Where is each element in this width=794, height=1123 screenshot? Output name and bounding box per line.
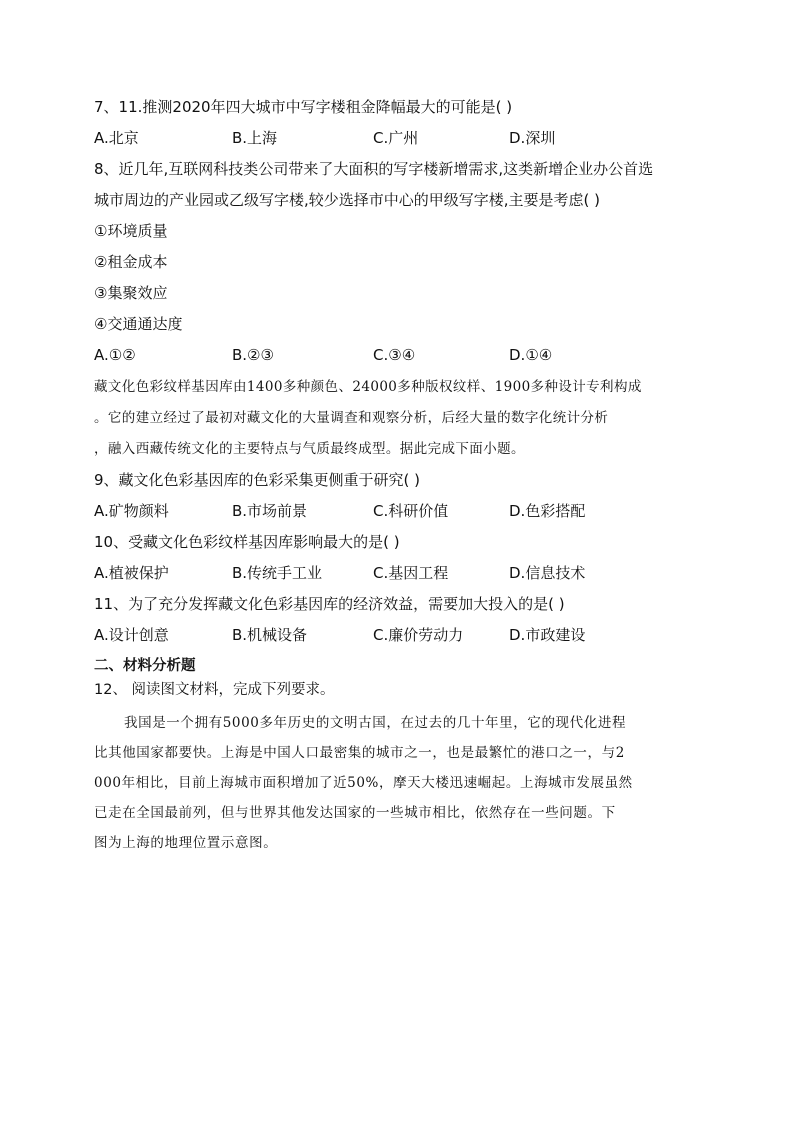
q9-option-b: B.市场前景 <box>232 502 308 520</box>
q9-option-d: D.色彩搭配 <box>509 502 586 520</box>
q10-option-b: B.传统手工业 <box>232 564 323 582</box>
q11-option-a: A.设计创意 <box>94 626 169 644</box>
q8-options <box>94 344 714 366</box>
section2-title: 二、材料分析题 <box>94 658 196 674</box>
q8-option-a: A.①② <box>94 346 136 364</box>
q7-option-b: B.上海 <box>232 129 278 147</box>
q12-para-line5: 图为上海的地理位置示意图。 <box>94 835 278 851</box>
q11-option-d: D.市政建设 <box>509 626 586 644</box>
q8-item-1: ①环境质量 <box>94 222 168 240</box>
q12-para-line1: 我国是一个拥有5000多年历史的文明古国，在过去的几十年里，它的现代化进程 <box>124 715 627 731</box>
q9-option-a: A.矿物颜料 <box>94 502 169 520</box>
material-line1: 藏文化色彩纹样基因库由1400多种颜色、24000多种版权纹样、1900多种设计专利构成 <box>94 379 642 395</box>
q8-stem-line1: 8、近几年,互联网科技类公司带来了大面积的写字楼新增需求,这类新增企业办公首选 <box>94 160 654 178</box>
q10-stem: 10、受藏文化色彩纹样基因库影响最大的是( ) <box>94 533 400 551</box>
q7-options <box>94 127 714 149</box>
q11-option-c: C.廉价劳动力 <box>373 626 464 644</box>
q8-item-3: ③集聚效应 <box>94 284 168 302</box>
q7-option-c: C.广州 <box>373 129 419 147</box>
q7-stem: 7、11.推测2020年四大城市中写字楼租金降幅最大的可能是( ) <box>94 98 513 116</box>
q10-option-a: A.植被保护 <box>94 564 169 582</box>
q7-option-d: D.深圳 <box>509 129 556 147</box>
q12-para-line2: 比其他国家都要快。上海是中国人口最密集的城市之一，也是最繁忙的港口之一，与2 <box>94 745 625 761</box>
q11-options <box>94 624 714 646</box>
q8-item-2: ②租金成本 <box>94 253 168 271</box>
q8-option-d: D.①④ <box>509 346 553 364</box>
q10-options <box>94 562 714 584</box>
q8-option-c: C.③④ <box>373 346 416 364</box>
q10-option-d: D.信息技术 <box>509 564 586 582</box>
q10-option-c: C.基因工程 <box>373 564 449 582</box>
q11-option-b: B.机械设备 <box>232 626 308 644</box>
q8-item-4: ④交通通达度 <box>94 315 183 333</box>
q8-stem-line2: 城市周边的产业园或乙级写字楼,较少选择市中心的甲级写字楼,主要是考虑( ) <box>94 191 601 209</box>
q9-stem: 9、藏文化色彩基因库的色彩采集更侧重于研究( ) <box>94 471 421 489</box>
q12-para-line4: 已走在全国最前列，但与世界其他发达国家的一些城市相比，依然存在一些问题。下 <box>94 805 616 821</box>
q9-option-c: C.科研价值 <box>373 502 449 520</box>
q7-option-a: A.北京 <box>94 129 139 147</box>
material-line2: 。它的建立经过了最初对藏文化的大量调查和观察分析，后经大量的数字化统计分析 <box>94 410 609 426</box>
q12-para-line3: 000年相比，目前上海城市面积增加了近50%，摩天大楼迅速崛起。上海城市发展虽然 <box>94 775 633 791</box>
material-line3: ，融入西藏传统文化的主要特点与气质最终成型。据此完成下面小题。 <box>94 441 525 457</box>
q11-stem: 11、为了充分发挥藏文化色彩基因库的经济效益，需要加大投入的是( ) <box>94 595 565 613</box>
q8-option-b: B.②③ <box>232 346 274 364</box>
q9-options <box>94 500 714 522</box>
q12-stem: 12、 阅读图文材料，完成下列要求。 <box>94 682 335 698</box>
